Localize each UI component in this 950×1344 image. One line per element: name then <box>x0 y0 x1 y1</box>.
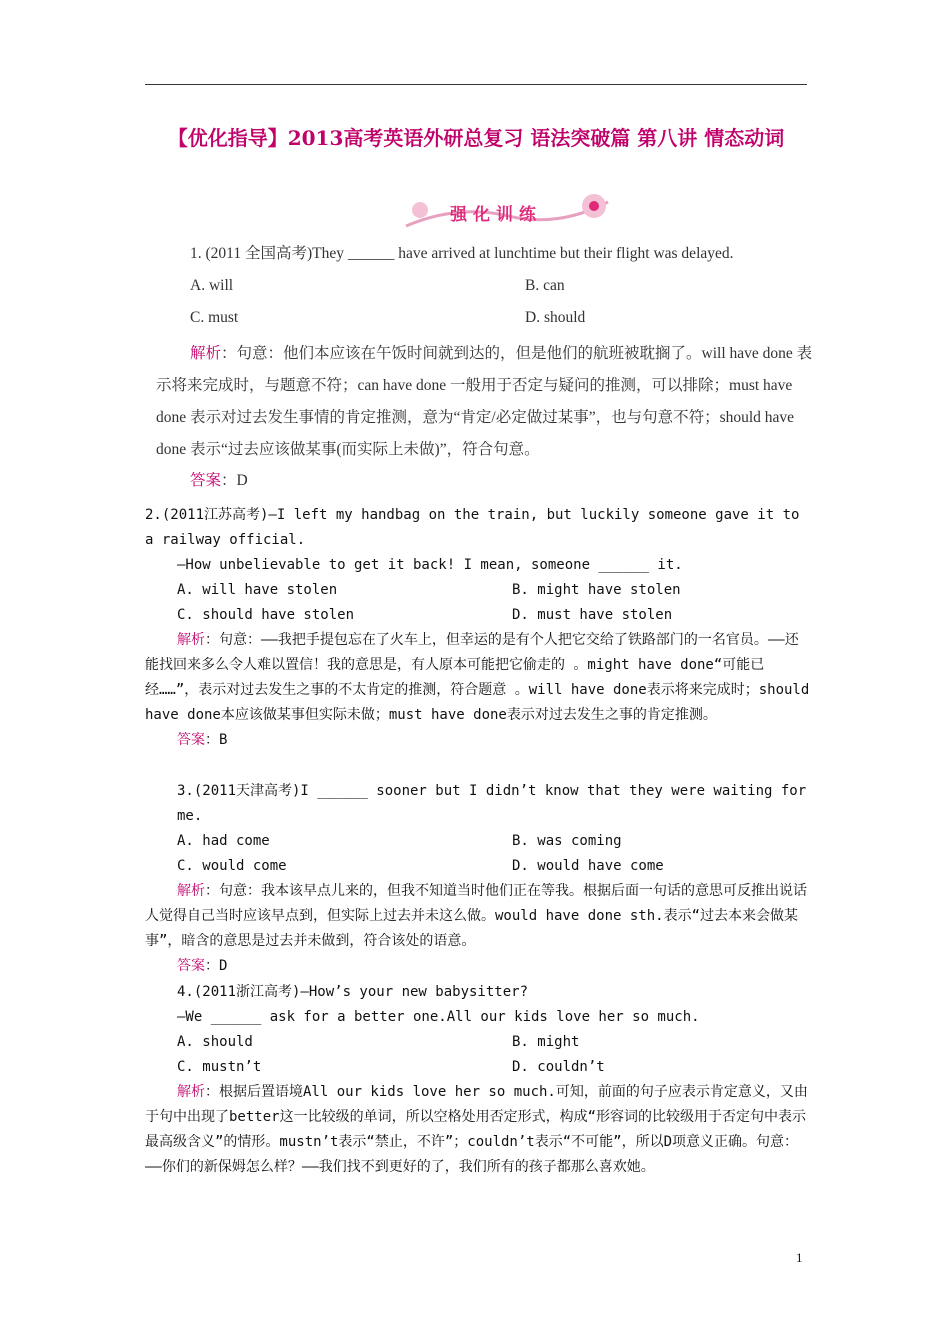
analysis <box>156 338 826 466</box>
option-d: D. couldn’t <box>512 1059 605 1075</box>
analysis-text: ：句意：——我把手提包忘在了火车上，但幸运的是有个人把它交给了铁路部门的一名官员。——还能找回来多么令人难以置信！我的意思是，有人原本可能把它偷走的 。might have done“可能已经……”，表示对过去发生之事的不太肯定的推测，符合题意 。will have done表示将来完成时；should have done本应该做某事但实际未做；must have done表示对过去发生之事的肯定推测。 <box>145 632 810 723</box>
analysis-text: ：根据后置语境All our kids love her so much.可知，前面的句子应表示肯定意义，又由于句中出现了better这一比较级的单词，所以空格处用否定形式，构成“形容词的比较级用于否定句中表示最高级含义”的情形。mustn’t表示“禁止，不许”；couldn’t表示“不可能”，所以D项意义正确。句意：——你们的新保姆怎么样？——我们找不到更好的了，我们所有的孩子都那么喜欢她。 <box>145 1084 808 1175</box>
question-1 <box>156 240 830 489</box>
analysis <box>145 879 810 954</box>
option-a: A. had come <box>177 833 270 849</box>
option-d: D. should <box>525 309 586 326</box>
analysis-label: 解析 <box>177 883 205 899</box>
top-rule <box>145 84 807 85</box>
answer-label: 答案 <box>177 958 205 974</box>
answer-value: ：D <box>205 958 228 974</box>
option-a: A. should <box>177 1034 253 1050</box>
answer <box>190 468 248 490</box>
question-3 <box>145 779 810 979</box>
option-d: D. must have stolen <box>512 607 673 623</box>
analysis-text: ：句意：他们本应该在午饭时间就到达的，但是他们的航班被耽搁了。will have done 表示将来完成时，与题意不符；can have done 一般用于否定与疑问的推测，可以排除；must have done 表示对过去发生事情的肯定推测，意为“肯定/必定做过某事”，也与句意不符；should have done 表示“过去应该做某事(而实际上未做)”，符合句意。 <box>156 345 813 458</box>
option-b: B. was coming <box>512 833 622 849</box>
option-b: B. might have stolen <box>512 582 681 598</box>
page-number: 1 <box>796 1250 803 1265</box>
options <box>145 578 810 628</box>
question-stem: 1. (2011 全国高考)They ______ have arrived at lunchtime but their flight was delayed. <box>190 245 734 262</box>
option-c: C. must <box>190 309 239 326</box>
page-title: 【优化指导】2013高考英语外研总复习 语法突破篇 第八讲 情态动词 <box>167 126 785 150</box>
answer-label: 答案 <box>190 472 222 489</box>
analysis-label: 解析 <box>190 345 222 362</box>
option-a: A. will <box>190 277 234 294</box>
analysis-label: 解析 <box>177 1084 205 1100</box>
analysis-text: ：句意：我本该早点儿来的，但我不知道当时他们正在等我。根据后面一句话的意思可反推出说话人觉得自己当时应该早点到，但实际上过去并未这么做。would have done sth.表示“过去本来会做某事”，暗含的意思是过去并未做到，符合该处的语意。 <box>145 883 807 949</box>
question-stem: 4.(2011浙江高考)—How’s your new babysitter? <box>177 984 529 1000</box>
option-c: C. should have stolen <box>177 607 355 623</box>
option-c: C. would come <box>177 858 287 874</box>
options <box>190 272 830 336</box>
option-b: B. can <box>525 277 565 294</box>
option-a: A. will have stolen <box>177 582 338 598</box>
options <box>145 1030 810 1080</box>
question-stem-text: 3.(2011天津高考)I ______ sooner but I didn’t know that they were waiting for me. <box>177 783 807 824</box>
answer-label: 答案 <box>177 732 205 748</box>
question-4 <box>145 980 810 1180</box>
answer-value: ：B <box>205 732 228 748</box>
answer <box>145 728 810 753</box>
question-stem: 2.(2011江苏高考)—I left my handbag on the train, but luckily someone gave it to a railway official. <box>145 507 800 548</box>
analysis-label: 解析 <box>177 632 205 648</box>
analysis <box>145 1080 810 1180</box>
options <box>145 829 810 879</box>
option-c: C. mustn’t <box>177 1059 262 1075</box>
question-line-2: —We ______ ask for a better one.All our kids love her so much. <box>177 1009 700 1025</box>
banner-label: 强化训练 <box>450 205 542 225</box>
option-b: B. might <box>512 1034 580 1050</box>
analysis <box>145 628 810 728</box>
training-banner <box>398 190 616 236</box>
question-stem <box>145 779 810 829</box>
question-line-2: —How unbelievable to get it back! I mean, someone ______ it. <box>177 557 683 573</box>
answer <box>145 954 810 979</box>
option-d: D. would have come <box>512 858 664 874</box>
question-2 <box>145 503 810 753</box>
answer-value: ：D <box>221 472 248 489</box>
